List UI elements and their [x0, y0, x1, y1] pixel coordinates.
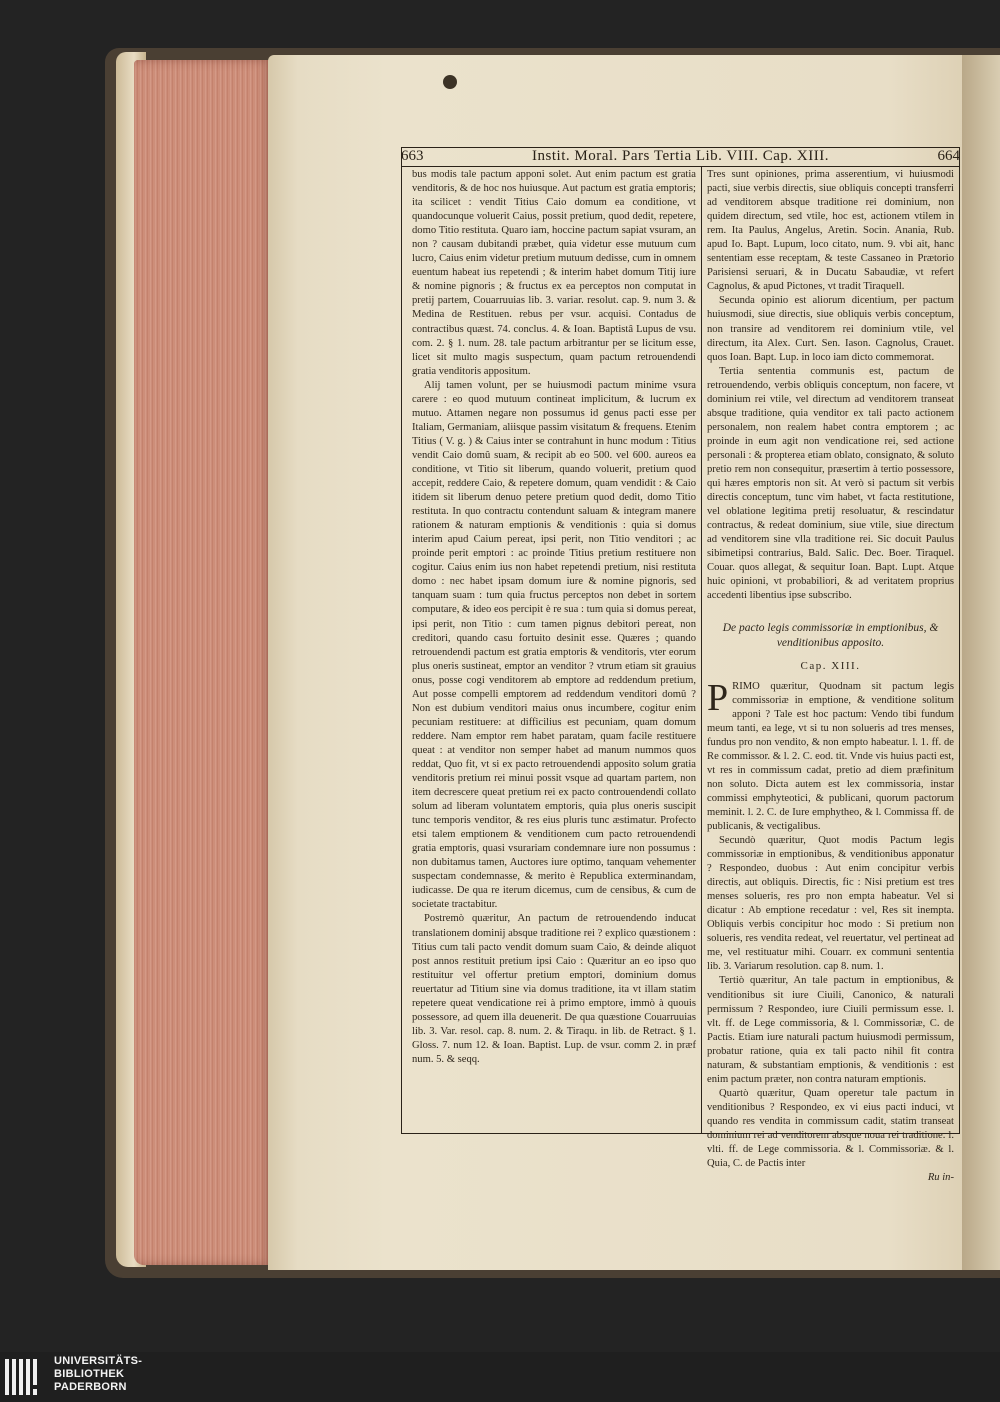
right-paragraph: Quartò quæritur, Quam operetur tale pactum in venditionibus ? Respondeo, ex vi eius pacti induci, vt quando res vendita in commissum cadit, statim transeat dominium rei ad venditorem absque noua rei traditione. l. vlti. ff. de Lege commissoria. & l. Commissoriæ. & l. Quia, C. de Pactis inter — [707, 1087, 954, 1170]
library-name-line: UNIVERSITÄTS- — [54, 1355, 143, 1367]
right-page-number: 664 — [937, 147, 960, 164]
right-paragraph: Secundò quæritur, Quot modis Pactum legis commissoriæ in emptionibus, & venditionibus apponatur ? Respondeo, duobus : Aut enim concipitur verbis directis, aut obliquis. Directis, fic : Nisi pretium est tres menses solueris, res pro non empta habeatur. Vel si dicatur : Ab emptione recedatur : vel, Res sit inempta. Obliquis verbis concipitur hoc modo : Si pretium non solueris, res vendita redeat, vel reuertatur, vel pertineat ad me, vel restituatur mihi. Couarr. ex communi sententia lib. 3. Variarum resolution. cap 8. num. 1. — [707, 835, 954, 973]
library-name-line: PADERBORN — [54, 1381, 127, 1393]
running-title: Instit. Moral. Pars Tertia Lib. VIII. Cap. XIII. — [532, 147, 829, 164]
ink-spot — [443, 75, 457, 89]
chapter-number: Cap. XIII. — [800, 660, 861, 673]
library-logo-icon — [4, 1356, 44, 1398]
chapter-heading: De pacto legis commissoriæ in emptionibus, & venditionibus apposito. — [722, 622, 939, 650]
right-paragraph: Tres sunt opiniones, prima asserentium, vi huiusmodi pacti, siue verbis directis, siue obliquis concepti transferri ad venditorem absque traditione rei dominium, non quidem directum, sed vtile, hoc est, actionem vtilem in rem. Ita Paulus, Angelus, Aretin. Socin. Anania, Rub. apud Io. Bapt. Lupum, loco citato, num. 9. vbi ait, hanc sententiam esse receptam, & teste Cassaneo in Prætorio Parisiensi seruari, & in Ducatu Sabaudiæ, vt refert Cagnolus, & apud Pictones, vt tradit Tiraquell. — [707, 169, 954, 293]
left-column — [412, 168, 696, 1130]
facing-page-edge — [962, 55, 1000, 1270]
right-paragraph: Tertiò quæritur, An tale pactum in emptionibus, & venditionibus sit iure Ciuili, Canonico, & naturali permissum ? Respondeo, iure Ciuili permissum esse. l. vlt. ff. de Lege commissoria, & l. Commissoriæ, C. de Pactis. Etiam iure naturali pactum huiusmodi permissum, probatur ratione, quia ex tali pacto nihil fit contra naturam, & substantiam emptionis, & venditionis : est enim pactum præter, non contra naturam emptionis. — [707, 975, 954, 1085]
column-rule — [701, 166, 702, 1134]
library-name — [54, 1355, 142, 1394]
right-paragraph: Secunda opinio est aliorum dicentium, per pactum huiusmodi, siue directis, siue obliquis verbis conceptum, non transire ad venditorem rei dominium vtile, vel directum, ita Alex. Curt. Sen. Iason. Cagnolus, Crauet. quos Ioan. Bapt. Lup. in loco iam dicto commemorat. — [707, 295, 954, 363]
right-paragraph: Tertia sententia communis est, pactum de retrouendendo, verbis obliquis conceptum, non facere, vt dominium rei vtile, vel directum ad venditorem transeat absque traditione, quia venditor ex tali pacto actionem personalem, non realem habet contra emptorem ; ac proinde in eum agit non vendicatione rei, sed actione personali : & propterea etiam oblato, consignato, & soluto pretio rem non consequitur, præsertim à tertio possessore, qui hæres emptoris non sit. At verò si pactum sit verbis directis conceptum, tunc vim habet, vt facta restitutione, vel oblatione legitima pretij resoluatur, & rescindatur contractus, & redeat dominium, siue vtile, siue directum ad venditorem sine vlla traditione rei. Sic docuit Paulus sibimetipsi contrarius, Bald. Salic. Dec. Boer. Tiraquel. Couar. quos allegat, & sequitur Ioan. Bapt. Lupt. Atque huic opinioni, vt probabiliori, & ad veritatem proprius accedenti libentius ipse subscribo. — [707, 365, 954, 602]
left-paragraph: Alij tamen volunt, per se huiusmodi pactum minime vsura carere : eo quod mutuum contineat implicitum, & lucrum ex mutuo. Attamen negare non possumus id genus pacti esse per Italiam, Germaniam, aliisque passim visitatum & frequens. Etenim Titius ( V. g. ) & Caius inter se contrahunt in hunc modum : Titius vendit Caio domû suam, & recipit ab eo 500. vel 600. aureos ea conditione, vt Titio sit liberum, quando voluerit, pretium quod accepit, reddere Caio, & repetere domum, quam vendidit : & Caio itidem sit liberum denuo petere pretium quod dedit, domo Titio restituta. In quo contractu contendunt saluam & integram manere rationem & naturam emptionis & venditionis : quia si domus interim apud Caium pereat, ipsi perit, non Titio venditori ; ac proinde perit emptori : ac proinde Titius pretium restituere non cogitur. Caius enim ius non habet repetendi pretium, nisi restituta domo : nec habet ipsam domum iure & nomine pignoris, sed tanquam suam : tum quia fructus perceptos non debet in sortem computare, & ideo eos percipit è re sua : tum quia si domus pereat, ipsi perit, non Titio : cum tamen pignus debitori pereat, non creditori, quando casu fortuito desinit esse. Quæres ; quando retrouendendi pactum est gratia emptoris & venditoris, vter eorum plus oneris sustineat, emptor an venditor ? vtrum etiam sit grauius onus, posse cogi venditorem ab emptore ad reddendum pretium, Aut posse compelli emptorem ad reddendum venditori domû ? Non est dubium venditori maius onus incumbere, cogitur enim pecuniam restituere: at difficilius est pecuniam, quam domum reddere. Nam emptor rem habet paratam, quam facile restituere queat : at venditor non semper habet ad manum nummos quos reddat, Quo fit, vt si ex pacto retrouendendi apposito solum gratia venditoris pretium rei minui possit vsque ad quartam partem, non item decrescere queat pretium rei ex pacto controuendendi collato solum ad liberam voluntatem emptoris, quia plus oneris suscipit tunc temporis venditor, & res eius pluris tunc æstimatur. Profecto etsi talem emptionem & venditionem cum pacto retrouendendi gratia emptoris, quasi vsurariam condemnare iure non possumus : non dubitamus tamen, Auctores iure optimo, tanquam vehementer suspectam condemnasse, & merito è Republica exterminandam, iudicasse. De qua re iterum dicemus, cum de censibus, & cum de societate tractabitur. — [412, 379, 696, 911]
left-paragraph: Postremò quæritur, An pactum de retrouendendo inducat translationem dominij absque traditione rei ? explico quæstionem : Titius cum tali pacto vendit domum suam Caio, & deinde aliquot post annos restituit pretium ipsi Caio : Quæritur an eo ipso quo restituitur vel offertur pretium emptori, dominium domus reuertatur ad Titium sine via domus traditione, ita vt illam statim repetere queat vendicatione rei à primo emptore, immò à quouis possessore, ad quem illa deuenerit. De qua quæstione Couarruuias lib. 3. Var. resol. cap. 8. num. 2. & Tiraqu. in lib. de Retract. § 1. Gloss. 7. num 12. & Ioan. Baptist. Lup. de vsur. comm 2. in præf num. 5. & seqq. — [412, 913, 696, 1065]
catchword: Ru in- — [927, 1172, 954, 1184]
right-column — [707, 168, 954, 1184]
left-page-number: 663 — [401, 147, 424, 164]
drop-cap: P — [707, 676, 729, 719]
right-paragraph: RIMO quæritur, Quodnam sit pactum legis commissoriæ in emptione, & venditione solitum apponi ? Tale est hoc pactum: Vendo tibi fundum meum tanti, ea lege, vt si tu non solueris ad tres menses, fundus pro non vendito, & non empto habeatur. l. 1. ff. de Re commissor. & l. 2. C. eod. tit. Vnde vis huius pacti est, vt res in commissum cadat, pretio ad diem præfinitum non soluto. Dicta autem est lex commissoria, instar commissi emphyteotici, & publicani, quorum pactorum meminit. l. 2. C. de Iure emphytheo, & l. Commissa ff. de publicanis, & vectigalibus. — [707, 680, 954, 832]
library-name-line: BIBLIOTHEK — [54, 1368, 125, 1380]
header-rule — [401, 166, 960, 167]
book-fore-edge — [134, 60, 272, 1265]
footer-bar — [0, 1352, 1000, 1402]
left-paragraph: bus modis tale pactum apponi solet. Aut enim pactum est gratia venditoris, & de hoc nos huiusque. Aut pactum est gratia emptoris; ita scilicet : vendit Titius Caio domum ea conditione, vt quandocunque voluerit Caius, possit pretium, quod dedit, repetere, domo Titio restituta. Quaro iam, hoccine pactum sapiat vsuram, an non ? causam dubitandi præbet, quia videtur esse mutuum cum lucro, Caius enim videtur pretium mutuum dedisse, cum in omnem euentum habeat ius repetendi ; & interim habet domum Titij iure & nomine pignoris ; & fructus ex ea perceptos non computat in pretij partem, Couarruuias lib. 3. variar. resolut. cap. 9. num 3. & Medina de Restituen. rebus per vsur. acquisi. Contadus de contractibus quæst. 74. conclus. 4. & Ioan. Baptistâ Lupus de vsu. com. 2. § 1. num. 28. tale pactum arbitrantur per se licitum esse, licet sit multo magis suspectum, quam pactum retrouendendi gratia venditoris appositum. — [412, 169, 696, 377]
